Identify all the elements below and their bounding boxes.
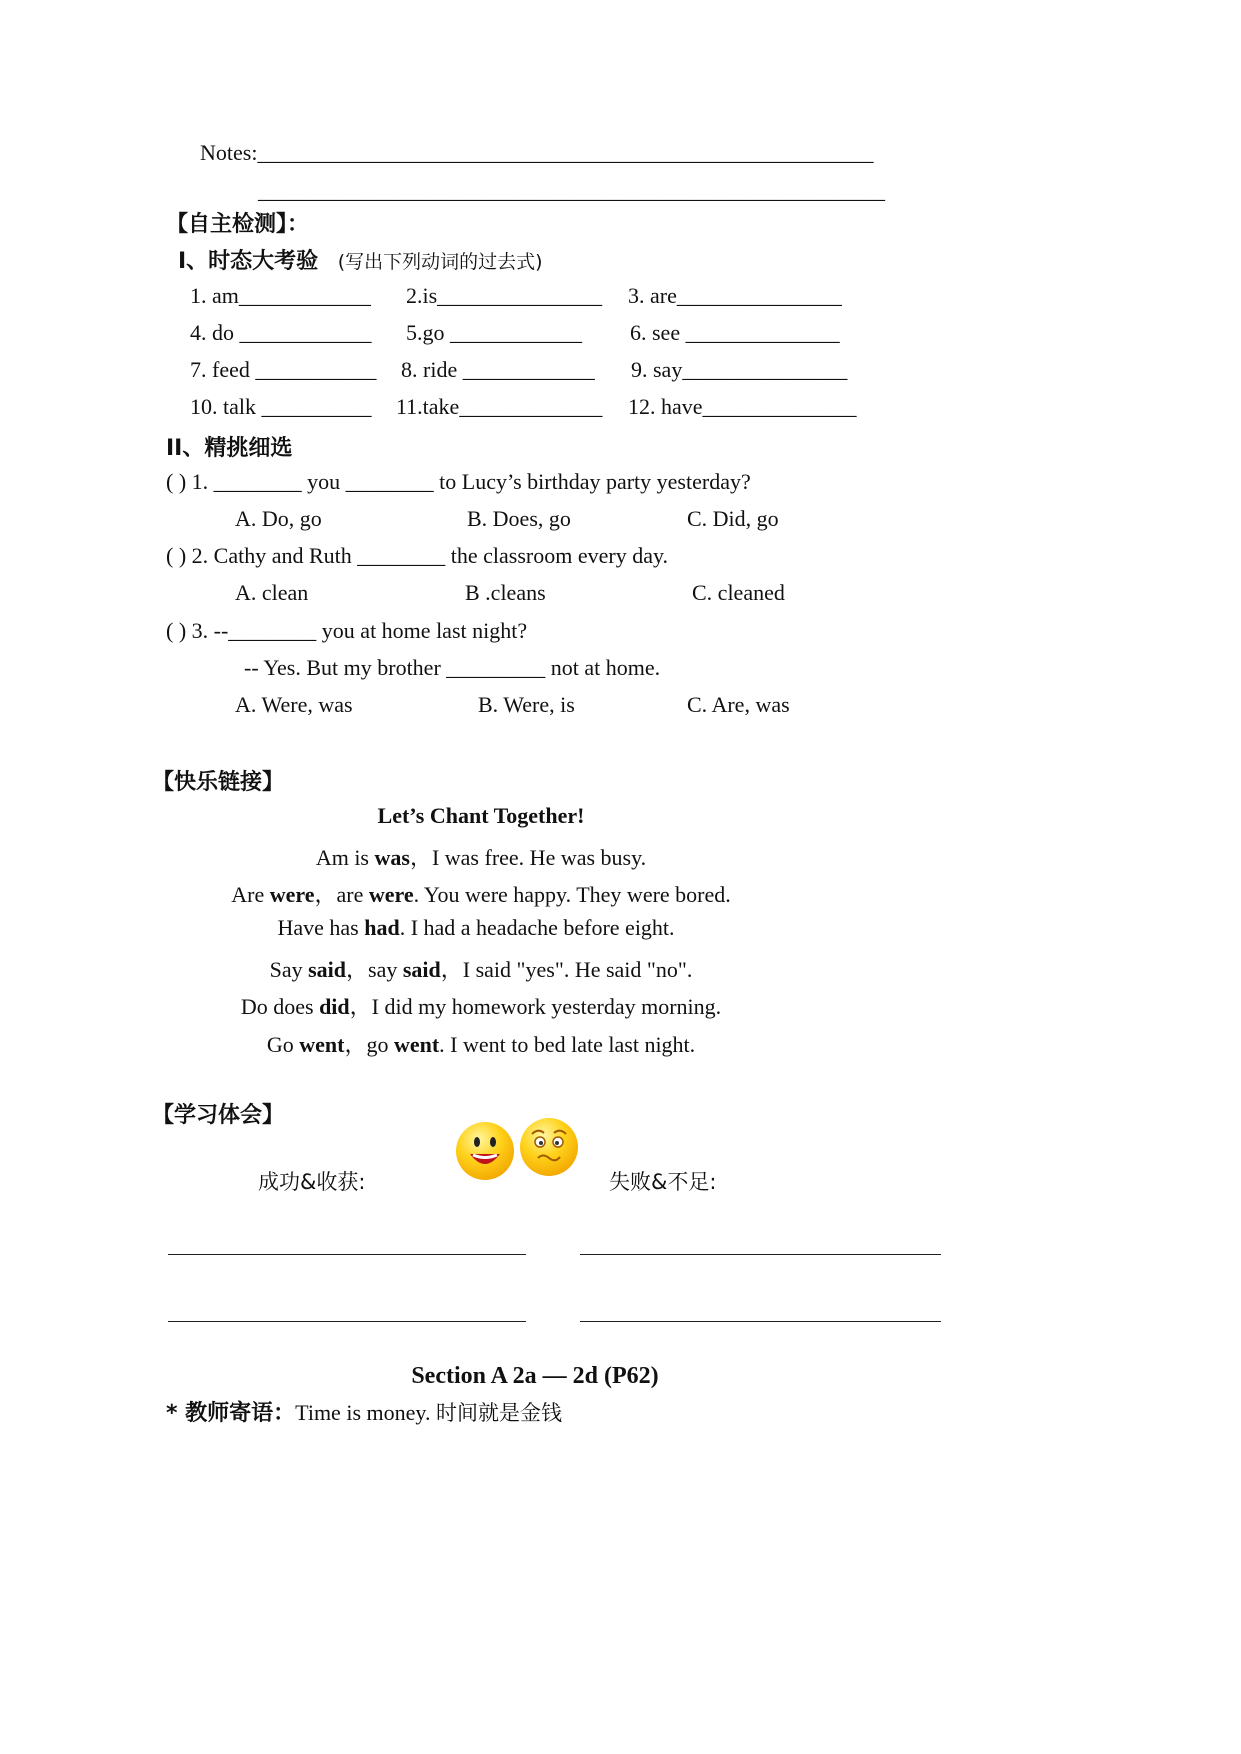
answer-paren[interactable]: ( ) (166, 469, 187, 494)
failure-label: 失败&不足: (609, 1170, 717, 1194)
verb-item[interactable]: 3. are_______________ (628, 283, 842, 308)
smiley-happy-icon (456, 1122, 514, 1180)
chant-line: Do does did，I did my homework yesterday morning. (240, 994, 722, 1019)
verb-item[interactable]: 10. talk __________ (190, 394, 372, 419)
answer-paren[interactable]: ( ) (166, 543, 187, 568)
happy-link-header: 【快乐链接】 (152, 770, 285, 795)
answer-paren[interactable]: ( ) (166, 618, 187, 643)
teacher-quote-en: Time is money. (295, 1400, 431, 1425)
notes-label: Notes:________________________________________________________ (200, 140, 874, 165)
verb-item[interactable]: 2.is_______________ (406, 283, 603, 308)
verb-item[interactable]: 11.take_____________ (396, 394, 603, 419)
verb-item[interactable]: 5.go ____________ (406, 320, 582, 345)
success-line-1[interactable] (168, 1254, 526, 1255)
teacher-quote-cn: 时间就是金钱 (435, 1401, 562, 1425)
teacher-label: * 教师寄语： (166, 1401, 296, 1426)
notes-line-2[interactable]: _________________________________________________________ (258, 178, 885, 203)
question-stem-2: -- Yes. But my brother _________ not at home. (244, 655, 661, 680)
question-3 (166, 618, 527, 644)
verb-item[interactable]: 1. am____________ (190, 283, 371, 308)
part2-title: II、精挑细选 (166, 436, 293, 461)
question-stem: 2. Cathy and Ruth ________ the classroom every day. (191, 543, 669, 568)
section-title: Section A 2a — 2d (P62) (411, 1363, 659, 1389)
chant-line: Say said，say said，I said "yes". He said "no". (269, 957, 693, 982)
option: B. Were, is (478, 692, 575, 717)
chant-line: Have has had. I had a headache before eight. (277, 915, 675, 940)
part1-title: I、时态大考验 (178, 249, 319, 274)
teacher-message (166, 1396, 562, 1427)
part1-hint: (写出下列动词的过去式) (337, 251, 543, 273)
verb-item[interactable]: 8. ride ____________ (401, 357, 595, 382)
self-check-header: 【自主检测】： (166, 212, 310, 237)
option: C. Are, was (687, 692, 790, 717)
option: C. Did, go (687, 506, 779, 531)
question-stem: 3. --________ you at home last night? (191, 618, 528, 643)
question-1 (166, 469, 751, 495)
option: A. Do, go (235, 506, 322, 531)
reflection-header: 【学习体会】 (152, 1103, 285, 1128)
success-line-2[interactable] (168, 1321, 526, 1322)
part1-heading (178, 244, 543, 275)
option: C. cleaned (692, 580, 785, 605)
verb-item[interactable]: 6. see ______________ (630, 320, 840, 345)
failure-line-1[interactable] (580, 1254, 941, 1255)
verb-item[interactable]: 7. feed ___________ (190, 357, 377, 382)
notes-line-1[interactable]: ________________________________________________________ (257, 140, 874, 165)
verb-item[interactable]: 12. have______________ (628, 394, 857, 419)
smiley-worried-icon (520, 1118, 578, 1176)
failure-line-2[interactable] (580, 1321, 941, 1322)
success-label: 成功&收获: (258, 1170, 366, 1194)
option: B. Does, go (467, 506, 571, 531)
question-stem: 1. ________ you ________ to Lucy’s birthday party yesterday? (191, 469, 751, 494)
chant-line: Am is was，I was free. He was busy. (315, 845, 647, 870)
chant-line: Go went，go went. I went to bed late last night. (266, 1032, 696, 1057)
option: A. Were, was (235, 692, 353, 717)
verb-item[interactable]: 4. do ____________ (190, 320, 372, 345)
verb-item[interactable]: 9. say_______________ (631, 357, 848, 382)
chant-line: Are were，are were. You were happy. They were bored. (231, 882, 731, 907)
option: A. clean (235, 580, 309, 605)
question-2 (166, 543, 668, 569)
option: B .cleans (465, 580, 546, 605)
chant-title: Let’s Chant Together! (377, 803, 585, 828)
